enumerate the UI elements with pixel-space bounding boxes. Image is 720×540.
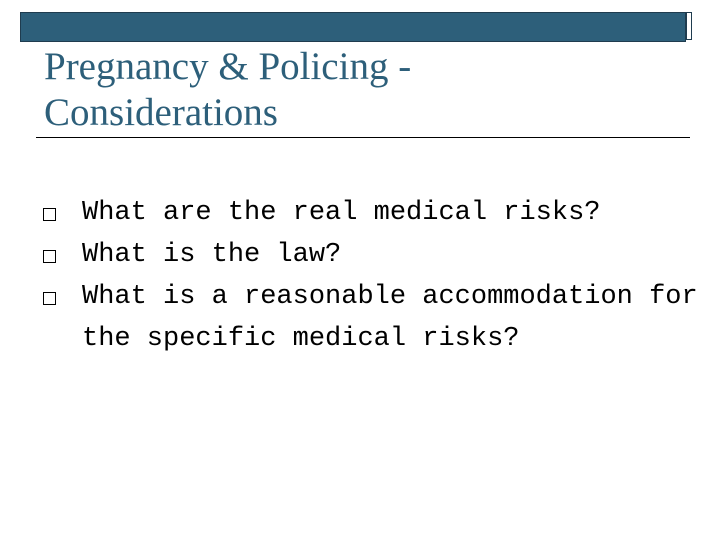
title-line-2: Considerations (44, 91, 278, 134)
top-bar-accent (686, 12, 692, 40)
bullet-list (40, 192, 700, 360)
bullet-text: What is a reasonable accommodation for the specific medical risks? (82, 282, 698, 354)
hollow-square-icon (43, 208, 56, 221)
bullet-item-law (40, 234, 700, 276)
slide-title (44, 44, 684, 136)
bullet-text: What are the real medical risks? (82, 198, 601, 228)
bullet-text: What is the law? (82, 240, 342, 270)
title-line-1: Pregnancy & Policing - (44, 45, 412, 88)
top-decorative-bar (20, 12, 686, 42)
title-divider (36, 137, 690, 138)
bullet-item-accommodation (40, 276, 700, 360)
hollow-square-icon (43, 292, 56, 305)
hollow-square-icon (43, 250, 56, 263)
bullet-item-medical-risks (40, 192, 700, 234)
